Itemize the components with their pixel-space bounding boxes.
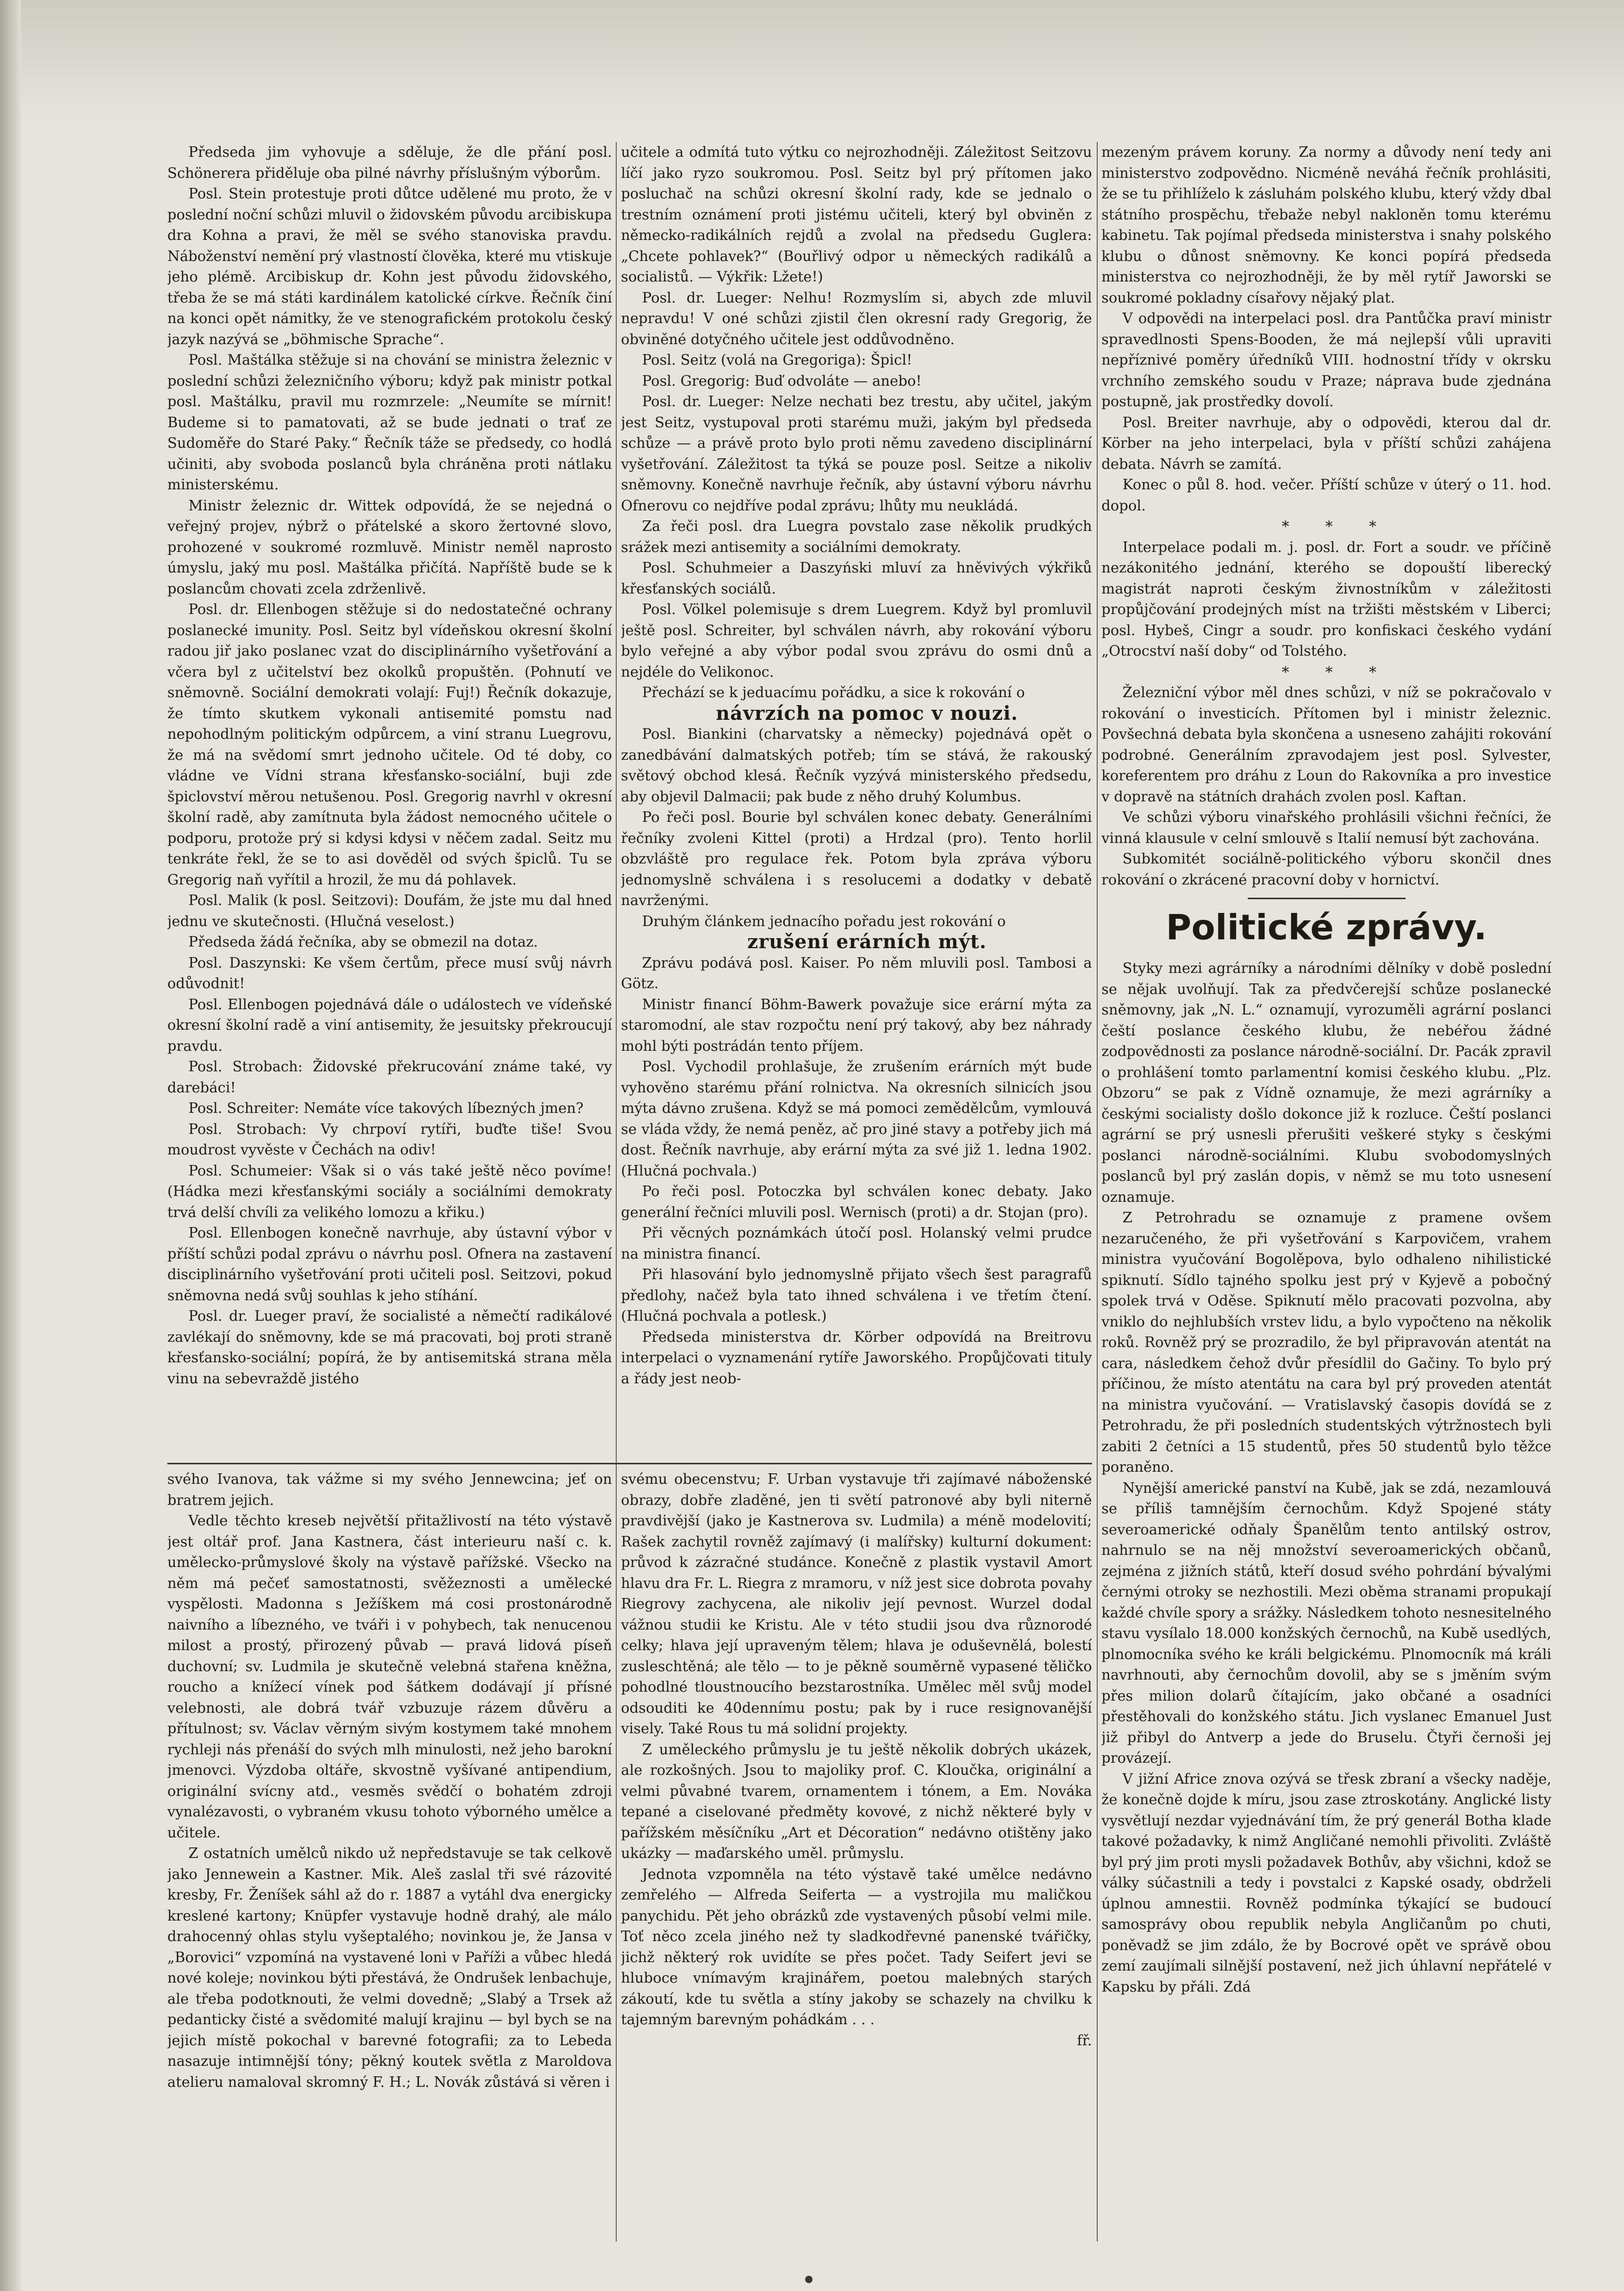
- paragraph: Po řeči posl. Potoczka byl schválen konec debaty. Jako generální řečníci mluvili posl. Wernisch (proti) a dr. Stojan (pro).: [621, 1183, 1092, 1221]
- paragraph: Z Petrohradu se oznamuje z pramene ovšem nezaručeného, že při vyšetřování s Karpovičem, vrahem ministra vyučování Bogolěpova, bylo odhaleno nihilistické spiknutí. Sídlo tajného spolku jest prý v Kyjevě a pobočný spolek trvá v Oděse. Spiknutí mělo pracovati pozvolna, aby vniklo do nejhlubších vrstev lidu, a bylo vypočteno na několik roků. Rovněž prý se prozradilo, že byl připravován atentát na cara, následkem čehož dvůr přesídlil do Gačiny. To bylo prý příčinou, že místo atentátu na cara byl prý proveden atentát na ministra vyučování. — Vratislavský časopis dovídá se z Petrohradu, že při posledních studentských výtržnostech byli zabiti 2 četníci a 15 studentů, přes 50 studentů bylo těžce poraněno.: [1101, 1210, 1551, 1475]
- feuilleton-rule: [167, 1463, 1092, 1464]
- paragraph: Konec o půl 8. hod. večer. Příští schůze v úterý o 11. hod. dopol.: [1101, 477, 1551, 514]
- paragraph: Při hlasování bylo jednomyslně přijato všech šest paragrafů předlohy, načež byla tato ihned schválena i ve třetím čtení. (Hlučná pochvala a potlesk.): [621, 1267, 1092, 1324]
- section-rule: [1248, 898, 1406, 899]
- separator-stars: * * *: [1281, 663, 1392, 681]
- paragraph: svého Ivanova, tak vážme si my svého Jennewcina; jeť on bratrem jejich.: [167, 1471, 612, 1509]
- paragraph: Posl. Völkel polemisuje s drem Luegrem. Když byl promluvil ještě posl. Schreiter, byl schválen návrh, aby rokování výboru bylo veřejné a aby výbor podal svou zprávu do osmi dnů a nejdéle do Velikonoc.: [621, 601, 1092, 680]
- paragraph: Z uměleckého průmyslu je tu ještě několik dobrých ukázek, ale rozkošných. Jsou to majoliky prof. C. Kloučka, originální a velmi půvabné tvarem, ornamentem i tónem, a Em. Nováka tepané a ciselované předměty kovové, z nichž některé byly v pařížském měsíčníku „Art et Décoration“ nedávno otištěny jako ukázky — maďarského uměl. průmyslu.: [621, 1741, 1092, 1862]
- paragraph: Předseda ministerstva dr. Körber odpovídá na Breitrovu interpelaci o vyznamenání rytíře Jaworského. Propůjčovati tituly a řády jest neob-: [621, 1329, 1092, 1387]
- paragraph: Posl. dr. Lueger: Nelze nechati bez trestu, aby učitel, jakým jest Seitz, vystupoval proti starému muži, jakým byl předseda schůze — a právě proto bylo proti němu zavedeno disciplinární vyšetřování. Záležitost ta týká se pouze posl. Seitze a nikoliv sněmovny. Konečně navrhuje řečník, aby ústavní výboru návrhu Ofnerovu co nejdříve podal zprávu; lhůty mu neukládá.: [621, 394, 1092, 514]
- paragraph: V odpovědi na interpelaci posl. dra Pantůčka praví ministr spravedlnosti Spens-Booden, že má nejlepší vůli upraviti nepříznivé poměry úředníků VIII. hodnostní třídy v okrsku vrchního zemského soudu v Praze; náprava bude zjednána postupně, jak prostředky dovolí.: [1101, 310, 1551, 410]
- column-3: [1101, 142, 1551, 2247]
- separator-stars: * * *: [1281, 518, 1392, 535]
- paragraph: Subkomitét sociálně-politického výboru skončil dnes rokování o zkrácené pracovní doby v hornictví.: [1101, 851, 1551, 888]
- paragraph: Předseda žádá řečníka, aby se obmezil na dotaz.: [188, 934, 538, 950]
- column-1: [167, 142, 612, 1458]
- paragraph: Posl. Schumeier: Však si o vás také ještě něco povíme! (Hádka mezi křesťanskými sociály a sociálními demokraty trvá delší chvíli za velikého lomozu a křiku.): [167, 1162, 612, 1221]
- paragraph: Posl. Strobach: Židovské překrucování známe také, vy darebáci!: [167, 1059, 612, 1096]
- section-heading: Politické zprávy.: [1166, 907, 1487, 948]
- page-fold-shadow: [0, 0, 21, 2291]
- paragraph: Posl. Malik (k posl. Seitzovi): Doufám, že jste mu dal hned jednu ve skutečnosti. (Hlučná veselost.): [167, 892, 612, 930]
- paragraph: V jižní Africe znova ozývá se třesk zbraní a všecky naděje, že konečně dojde k míru, jsou zase ztroskotány. Anglické listy vysvětlují nezdar vyjednávání tím, že prý generál Botha klade takové požadavky, k nimž Angličané nemohli přivoliti. Zvláště byl prý jim proti mysli požadavek Bothův, aby všichni, kdož se války súčastnili a tedy i povstalci z Kapské osady, obdrželi úplnou amnestii. Rovněž podmínka týkající se budoucí samosprávy obou republik nebyla Angličanům po chuti, poněvadž se jim zdálo, že by Bocrové opět ve správě obou zemí zaujímali silnější postavení, než jich úhlavní nepřátelé v Kapsku by přáli. Zdá: [1101, 1771, 1551, 1995]
- column-rule: [616, 142, 617, 2242]
- paragraph: Z ostatních umělců nikdo už nepředstavuje se tak celkově jako Jennewein a Kastner. Mik. Aleš zaslal tři své rázovité kresby, Fr. Ženíšek sáhl až do r. 1887 a vytáhl dva energicky kreslené kartony; Knüpfer vystavuje hodně drahý, ale málo drahocenný ohlas stylu vyšeptalého; novinkou je, že Jansa v „Borovici“ vzpomíná na vystavené loni v Paříži a vůbec hledá nové koleje; novinkou býti přestává, že Ondrušek lenbachuje, ale třeba podotknouti, že velmi dovedně; „Slabý a Trsek až pedanticky čisté a svědomité malují krajinu — byl bych se na jejich místě pokochal v barevné fotografii; za to Lebeda nasazuje intimnější tóny; pěkný koutek světla z Maroldova atelieru namaloval skromný F. H.; L. Novák zůstává si věren i: [167, 1845, 612, 2091]
- paragraph: Nynější americké panství na Kubě, jak se zdá, nezamlouvá se příliš tamnějším černochům. Když Spojené státy severoamerické odňaly Španělům tento antilský ostrov, nahrnulo se na něj množství severoamerických občanů, zejména z jižních států, kteří dosud svého pohrdání bývalými černými otroky se nezhostili. Mezi oběma stranami propukají každé chvíle spory a srážky. Následkem tohoto nesnesitelného stavu vysílalo 18.000 konžských černochů, na Kubě usedlých, plnomocníka svého ke králi belgickému. Plnomocník má králi navrhnouti, aby černochům dovolil, aby se s jměním svým přes milion dolarů čítajícím, jako občané a osadníci přestěhovali do konžského státu. Jich vyslanec Emanuel Just již přibyl do Antverp a jede do Bruselu. Čtyři černoši jej provázejí.: [1101, 1480, 1551, 1766]
- page-mark: [805, 2276, 813, 2283]
- paragraph: Posl. Maštálka stěžuje si na chování se ministra železnic v poslední schůzi železničního výboru; když pak ministr potkal posl. Maštálku, pravil mu rozmrzele: „Neumíte se mírnit! Budeme si to pamatovati, až se bude jednati o trať ze Sudoměře do Staré Paky.“ Řečník táže se předsedy, co hodlá učiniti, aby svoboda poslanců byla chráněna proti nátlaku ministerskému.: [167, 352, 612, 493]
- paragraph: Posl. Ellenbogen konečně navrhuje, aby ústavní výbor v příští schůzi podal zprávu o návrhu posl. Ofnera na zastavení disciplinárního vyšetřování proti učiteli posl. Seitzovi, pokud sněmovna nedá svůj souhlas k jeho stíhání.: [167, 1225, 612, 1304]
- paragraph: svému obecenstvu; F. Urban vystavuje tři zajímavé náboženské obrazy, dobře zladěné, jen ti světí patronové aby byli niterně pravdivější (jako je Kastnerova sv. Ludmila) a méně modelovití; Rašek zachytil rovněž zajímavý (i malířsky) kulturní dokument: průvod k zázračné studánce. Konečně z plastik vystavil Amort hlavu dra Fr. L. Riegra z mramoru, v níž jest sice dobrota povahy Riegrovy zachycena, ale nikoliv její pevnost. Wurzel dodal vážnou studii ke Kristu. Ale v této studii jsou dva různorodé celky; hlava její upraveným tělem; hlava je oduševnělá, bolestí zusleschtěná; ale tělo — to je pěkně souměrně vypasené těličko pohodlné tloustnoucího bezstarostníka. Umělec měl svůj model odsouditi ke 40dennímu postu; pak by i ruce resignovanější visely. Také Rous tu má solidní projekty.: [621, 1471, 1092, 1737]
- paragraph: Posl. dr. Lueger: Nelhu! Rozmyslím si, abych zde mluvil nepravdu! V oné schůzi zjistil člen okresní rady Gregorig, že obviněné dotyčného učitele jest oddůvodněno.: [621, 289, 1092, 348]
- feuilleton-column-2: [621, 1469, 1092, 2243]
- paragraph: Vedle těchto kreseb největší přitažlivostí na této výstavě jest oltář prof. Jana Kastnera, část interieuru naší c. k. umělecko-průmyslové školy na výstavě pařížské. Všecko na něm má pečeť samostatnosti, svěžeznosti a umělecké vyspělosti. Madonna s Ježíškem má cosi prostonárodně naivního a líbezného, ve tváři i v pohybech, tak nenucenou milost a prostý, přirozený půvab — pravá lidová píseň duchovní; sv. Ludmila je skutečně velebná stařena kněžna, roucho a knížecí vínek pod šátkem dodávají jí přísné velebnosti, ale dobrá tvář vzbuzuje rázem důvěru a přítulnost; sv. Václav věrným sivým kostymem také mnohem rychleji nás přenáší do svých mlh minulosti, než jeho barokní jmenovci. Výzdoba oltáře, skvostně vyšívané antipendium, originální svícny atd., vesměs svědčí o bohatém zdroji vynalézavosti, o vybraném vkusu tohoto výborného umělce a učitele.: [167, 1513, 612, 1841]
- paragraph: Posl. Biankini (charvatsky a německy) pojednává opět o zanedbávání dalmatských potřeb; tím se stává, že rakouský světový obchod klesá. Řečník vyzývá ministerského předsedu, aby objevil Dalmacii; pak bude z něho druhý Kolumbus.: [621, 726, 1092, 805]
- paragraph: Posl. Schreiter: Nemáte více takových líbezných jmen?: [188, 1100, 584, 1117]
- paragraph: Posl. Breiter navrhuje, aby o odpovědi, kterou dal dr. Körber na jeho interpelaci, byla v příští schůzi zahájena debata. Návrh se zamítá.: [1101, 414, 1551, 473]
- feuilleton-column-1: [167, 1469, 612, 2243]
- paragraph: učitele a odmítá tuto výtku co nejrozhodněji. Záležitost Seitzovu líčí jako ryzo soukromou. Posl. Seitz byl prý přítomen jako posluchač na schůzi okresní školní rady, kde se jednalo o trestním oznámení proti jistému učiteli, který byl obviněn z německo-radikálních rejdů a zvolal na předsedu Guglera: „Chcete pohlavek?“ (Bouřlivý odpor u německých radikálů a socialistů. — Výkřik: Lžete!): [621, 144, 1092, 285]
- paragraph: Posl. dr. Lueger praví, že socialisté a němečtí radikálové zavlékají do sněmovny, kde se má pracovati, boj proti straně křesťansko-sociální; popírá, že by antisemitská strana měla vinu na sebevraždě jistého: [167, 1308, 612, 1387]
- paragraph: mezeným právem koruny. Za normy a důvody není tedy ani ministerstvo zodpovědno. Nicméně neváhá řečník prohlásiti, že se tu přihlíželo k zásluhám polského klubu, který vždy dbal státního prospěchu, třebaže nebyl nakloněn tomu kterému kabinetu. Tak pojímal předseda ministerstva i snahy polského klubu o důnost sněmovny. Ke konci popírá předseda ministerstva co nejrozhodněji, že by měl rytíř Jaworski se soukromé pokladny císařovy nějaký plat.: [1101, 144, 1551, 306]
- paragraph: Posl. Schuhmeier a Daszyński mluví za hněvivých výkřiků křesťanských sociálů.: [621, 560, 1092, 597]
- paragraph: Ve schůzi výboru vinařského prohlásili všichni řečníci, že vinná klausule v celní smlouvě s Italií nemusí být zachována.: [1101, 809, 1551, 847]
- column-2: [621, 142, 1092, 1458]
- paragraph: Za řeči posl. dra Luegra povstalo zase několik prudkých srážek mezi antisemity a sociálními demokraty.: [621, 518, 1092, 556]
- paragraph: Druhým článkem jednacího pořadu jest rokování o: [642, 913, 1006, 930]
- paragraph: Posl. Seitz (volá na Gregoriga): Špicl!: [642, 352, 913, 368]
- paragraph: Posl. Daszynski: Ke všem čertům, přece musí svůj návrh odůvodnit!: [167, 954, 612, 992]
- paragraph: Ministr železnic dr. Wittek odpovídá, že se nejedná o veřejný projev, nýbrž o přátelské a skoro žertovné slovo, prohozené v soukromé rozmluvě. Ministr neměl naprosto úmyslu, jaký mu posl. Maštálka přičítá. Napříště bude se k poslancům chovati zcela zdrženlivě.: [167, 497, 612, 597]
- paragraph: Zprávu podává posl. Kaiser. Po něm mluvili posl. Tambosi a Götz.: [621, 954, 1092, 992]
- paragraph: Posl. Ellenbogen pojednává dále o událostech ve vídeňské okresní školní radě a viní antisemity, že jesuitsky překroucují pravdu.: [167, 996, 612, 1054]
- paragraph: Předseda jim vyhovuje a sděluje, že dle přání posl. Schönerera přiděluje oba pilné návrhy příslušným výborům.: [167, 144, 612, 182]
- paragraph: Jednota vzpomněla na této výstavě také umělce nedávno zemřelého — Alfreda Seiferta — a vystrojila mu maličkou panychidu. Pět jeho obrázků zde vystavených působí velmi mile. Toť něco zcela jiného než ty sladkodřevné panenské tvářičky, jichž některý rok uvidíte se přes počet. Tady Seifert jevi se hluboce vnímavým krajinářem, poetou malebných starých zákoutí, kde tu světla a stíny jakoby se schazely na chvilku k tajemným barevným pohádkám . . .: [621, 1866, 1092, 2028]
- paragraph: Interpelace podali m. j. posl. dr. Fort a soudr. ve příčině nezákonitého jednání, kterého se dopouští liberecký magistrát naproti českým živnostníkům v záležitosti propůjčování prodejných míst na tržišti městském v Liberci; posl. Hybeš, Cingr a soudr. pro konfiskaci českého vydání „Otrocství naší doby“ od Tolstého.: [1101, 539, 1551, 659]
- paragraph: Posl. Stein protestuje proti důtce udělené mu proto, že v poslední noční schůzi mluvil o židovském původu arcibiskupa dra Kohna a pravi, že měl se svého stanoviska pravdu. Náboženství nemění prý vlastností člověka, které mu vtiskuje jeho plémě. Arcibiskup dr. Kohn jest původu židovského, třeba že se má státi kardinálem katolické církve. Řečník činí na konci opět námitky, že ve stenografickém protokolu český jazyk nazývá se „böhmische Sprache“.: [167, 186, 612, 348]
- paragraph: Při věcných poznámkách útočí posl. Holanský velmi prudce na ministra financí.: [621, 1225, 1092, 1262]
- signature: fř.: [1077, 2032, 1092, 2049]
- subheading: návrzích na pomoc v nouzi.: [716, 702, 1018, 725]
- paragraph: Posl. Gregorig: Buď odvoláte — anebo!: [642, 373, 922, 389]
- paragraph: Železniční výbor měl dnes schůzi, v níž se pokračovalo v rokování o investicích. Přítomen byl i ministr železnic. Povšechná debata byla skončena a usneseno zahájiti rokování podrobné. Generálním zpravodajem jest posl. Sylvester, koreferentem pro dráhu z Loun do Rakovníka a pro investice v dopravě na státních drahách zvolen posl. Kaftan.: [1101, 685, 1551, 805]
- paragraph: Posl. dr. Ellenbogen stěžuje si do nedostatečné ochrany poslanecké imunity. Posl. Seitz byl vídeňskou okresní školní radou jiř jako poslanec vzat do disciplinárního vyšetřování a včera byl z učitelství bez okolků propuštěn. (Pohnutí ve sněmovně. Sociální demokrati volají: Fuj!) Řečník dokazuje, že tímto skutkem vykonali antisemité pomstu nad nepohodlným politickým odpůrcem, a viní stranu Luegrovu, že má na svědomí smrt jednoho učitele. Od té doby, co vládne ve Vídni strana křesťansko-sociální, buji zde špiclovství měrou netušenou. Posl. Gregorig navrhl v okresní školní radě, aby zamítnuta byla žádost nemocného učitele o podporu, protože prý si kdysi kdysi v něčem zadal. Seitz mu tenkráte řekl, že se to asi dověděl od svých špiclů. Tu se Gregorig naň vyřítil a hrozil, že mu dá pohlavek.: [167, 601, 612, 888]
- subheading: zrušení erárních mýt.: [747, 931, 987, 953]
- paragraph: Přechází se k jeduacímu pořádku, a sice k rokování o: [642, 685, 1025, 701]
- paragraph: Styky mezi agrárníky a národními dělníky v době poslední se nějak uvolňují. Tak za předvčerejší schůze poslanecké sněmovny, jak „N. L.“ oznamují, vyrozuměli agrární poslanci čeští poslance českého klubu, že nebéřou žádné zodpovědnosti za poslance národně-sociální. Dr. Pacák zpravil o prohlášení tomto parlamentní komisi českého klubu. „Plz. Obzoru“ se pak z Vídně oznamuje, že mezi agrárníky a českými socialisty došlo dokonce již k rozluce. Čeští poslanci agrární se prý usnesli přerušiti veškeré styky s českými poslanci národně-sociálními. Klubu svobodomyslných poslanců byl prý zaslán dopis, v němž se mu toto usnesení oznamuje.: [1101, 960, 1551, 1205]
- paragraph: Posl. Strobach: Vy chrpoví rytíři, buďte tiše! Svou moudrost vyvěste v Čechách na odiv!: [167, 1121, 612, 1158]
- paragraph: Ministr financí Böhm-Bawerk považuje sice erární mýta za staromodní, ale stav rozpočtu není prý takový, aby bez náhrady mohl býti postrádán tento příjem.: [621, 996, 1092, 1054]
- column-rule: [1097, 142, 1098, 2242]
- paragraph: Po řeči posl. Bouriе byl schválen konec debaty. Generálními řečníky zvoleni Kittel (proti) a Hrdzal (pro). Tento horlil obzvláště pro regulace řek. Potom byla zpráva výboru jednomyslně schválena i s resolucemi a dodatky v debatě navrženými.: [621, 809, 1092, 909]
- paragraph: Posl. Vychodil prohlašuje, že zrušením erárních mýt bude vyhověno starému přání rolnictva. Na okresních silnicích jsou mýta dávno zrušena. Když se má pomoci zemědělcům, vymlouvá se vláda vždy, že nemá peněz, ač pro jiné stavy a potřeby jich má dost. Řečník navrhuje, aby erární mýta za své již 1. ledna 1902. (Hlučná pochvala.): [621, 1059, 1092, 1179]
